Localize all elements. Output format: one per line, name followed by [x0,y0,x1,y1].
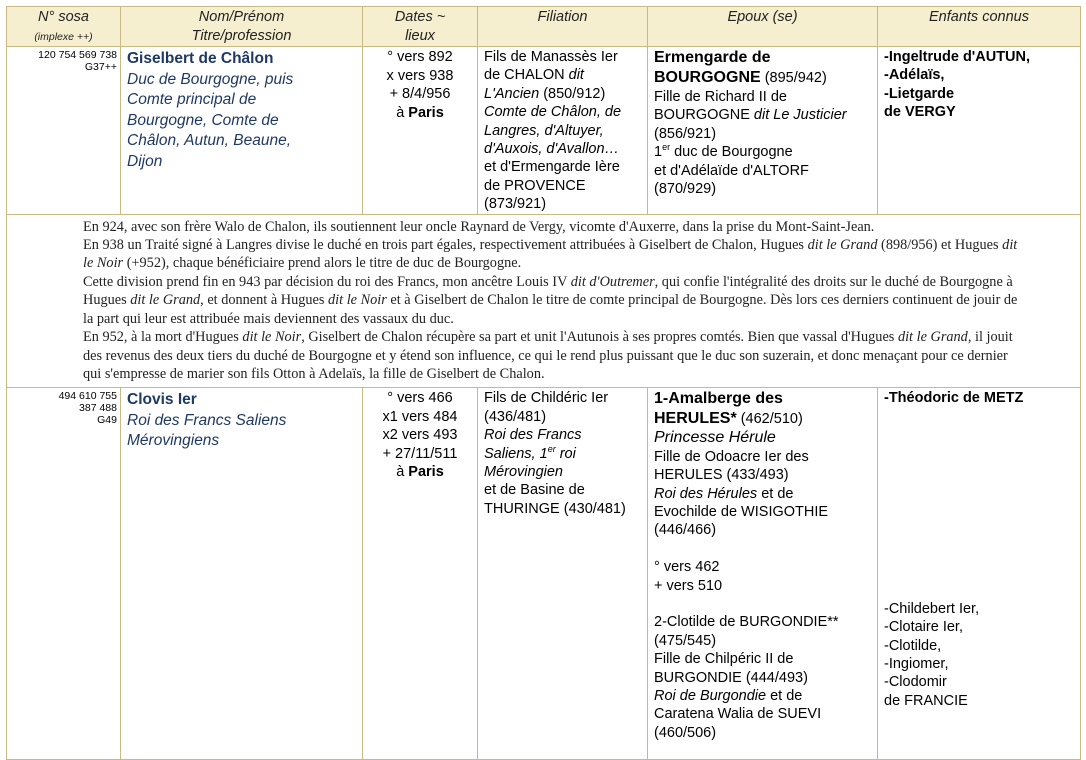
person-name-cell: Clovis Ier Roi des Francs Saliens Mérovingiens [121,388,363,760]
children-cell: -Ingeltrude d'AUTUN, -Adélaïs, -Lietgarde de VERGY [878,47,1081,215]
person-name: Clovis Ier [127,391,197,409]
place: Paris [408,104,444,121]
dates-cell: ° vers 466 x1 vers 484 x2 vers 493 + 27/11/511 à Paris [363,388,478,760]
note-paragraph: En 952, à la mort d'Hugues dit le Noir, Giselbert de Chalon récupère sa part et unit l'Autunois à ses propres comtés. Bien que vassal d'Hugues dit le Grand, il jouit des revenus des deux tiers du duché de Bourgogne et y étend son influence, ce qui le rend plus puissant que le duc son suzerain, et donc menaçant pour ce dernier qui s'empresse de marier son fils Otton à Adelaïs, la fille de Giselbert de Chalon. [83,329,1013,382]
place: Paris [408,464,444,481]
person-name: Giselbert de Châlon [127,50,274,67]
note-paragraph: Cette division prend fin en 943 par décision du roi des Francs, mon ancêtre Louis IV dit d'Outremer, qui confie l'intégralité des droits sur le duché de Bourgogne à Hugues dit le Grand, et donnent à Hugues dit le Noir et à Giselbert de Chalon le titre de comte principal de Bourgogne. Dès lors ces derniers continuent de jouir de la part qui leur est attribuée mais deviennent des vassaux du duc. [83,273,1018,327]
filiation-cell: Fils de Manassès Ier de CHALON dit L'Ancien (850/912) Comte de Châlon, de Langres, d'Altuyer, d'Auxois, d'Avallon… et d'Ermengarde Ière de PROVENCE (873/921) [478,47,648,215]
header-spouse: Epoux (se) [648,7,878,47]
dates-cell: ° vers 892 x vers 938 + 8/4/956 à Paris [363,47,478,215]
person-row [7,47,1081,215]
historical-notes [7,214,1081,388]
note-paragraph: En 938 un Traité signé à Langres divise le duché en trois part égales, respectivement attribuées à Giselbert de Chalon, Hugues dit le Grand (898/956) et Hugues dit le Noir (+952), chaque bénéficiaire prend alors le titre de duc de Bourgogne. [83,237,1018,272]
header-filiation: Filiation [478,7,648,47]
spouse-cell: 1-Amalberge des HERULES* (462/510) Princesse Hérule Fille de Odoacre Ier des HERULES (433/493) Roi des Hérules et de Evochilde de WISIGOTHIE (446/466) ° vers 462 + vers 510 2-Clotilde de BURGONDIE** (475/545) Fille de Chilpéric II de BURGONDIE (444/493) Roi de Burgondie et de Caratena Walia de SUEVI (460/506) [648,388,878,760]
header-sosa: N° sosa (implexe ++) [7,7,121,47]
sosa-number: 120 754 569 738 G37++ [7,47,121,215]
header-name: Nom/Prénom Titre/profession [121,7,363,47]
sosa-number: 494 610 755 387 488 G49 [7,388,121,760]
header-row [7,7,1081,47]
header-dates: Dates ~ lieux [363,7,478,47]
note-paragraph: En 924, avec son frère Walo de Chalon, ils soutiennent leur oncle Raynard de Vergy, vicomte d'Auxerre, dans la prise du Mont-Saint-Jean. [83,218,875,235]
children-cell: -Théodoric de METZ -Childebert Ier, -Clotaire Ier, -Clotilde, -Ingiomer, -Clodomir de FRANCIE [878,388,1081,760]
spouse-cell: Ermengarde de BOURGOGNE (895/942) Fille de Richard II de BOURGOGNE dit Le Justicier (856/921) 1er duc de Bourgogne et d'Adélaïde d'ALTORF (870/929) [648,47,878,215]
filiation-cell: Fils de Childéric Ier (436/481) Roi des Francs Saliens, 1er roi Mérovingien et de Basine de THURINGE (430/481) [478,388,648,760]
person-name-cell: Giselbert de Châlon Duc de Bourgogne, puis Comte principal de Bourgogne, Comte de Châlon, Autun, Beaune, Dijon [121,47,363,215]
person-row [7,388,1081,760]
notes-row [7,214,1081,388]
header-children: Enfants connus [878,7,1081,47]
genealogy-table [6,6,1081,760]
